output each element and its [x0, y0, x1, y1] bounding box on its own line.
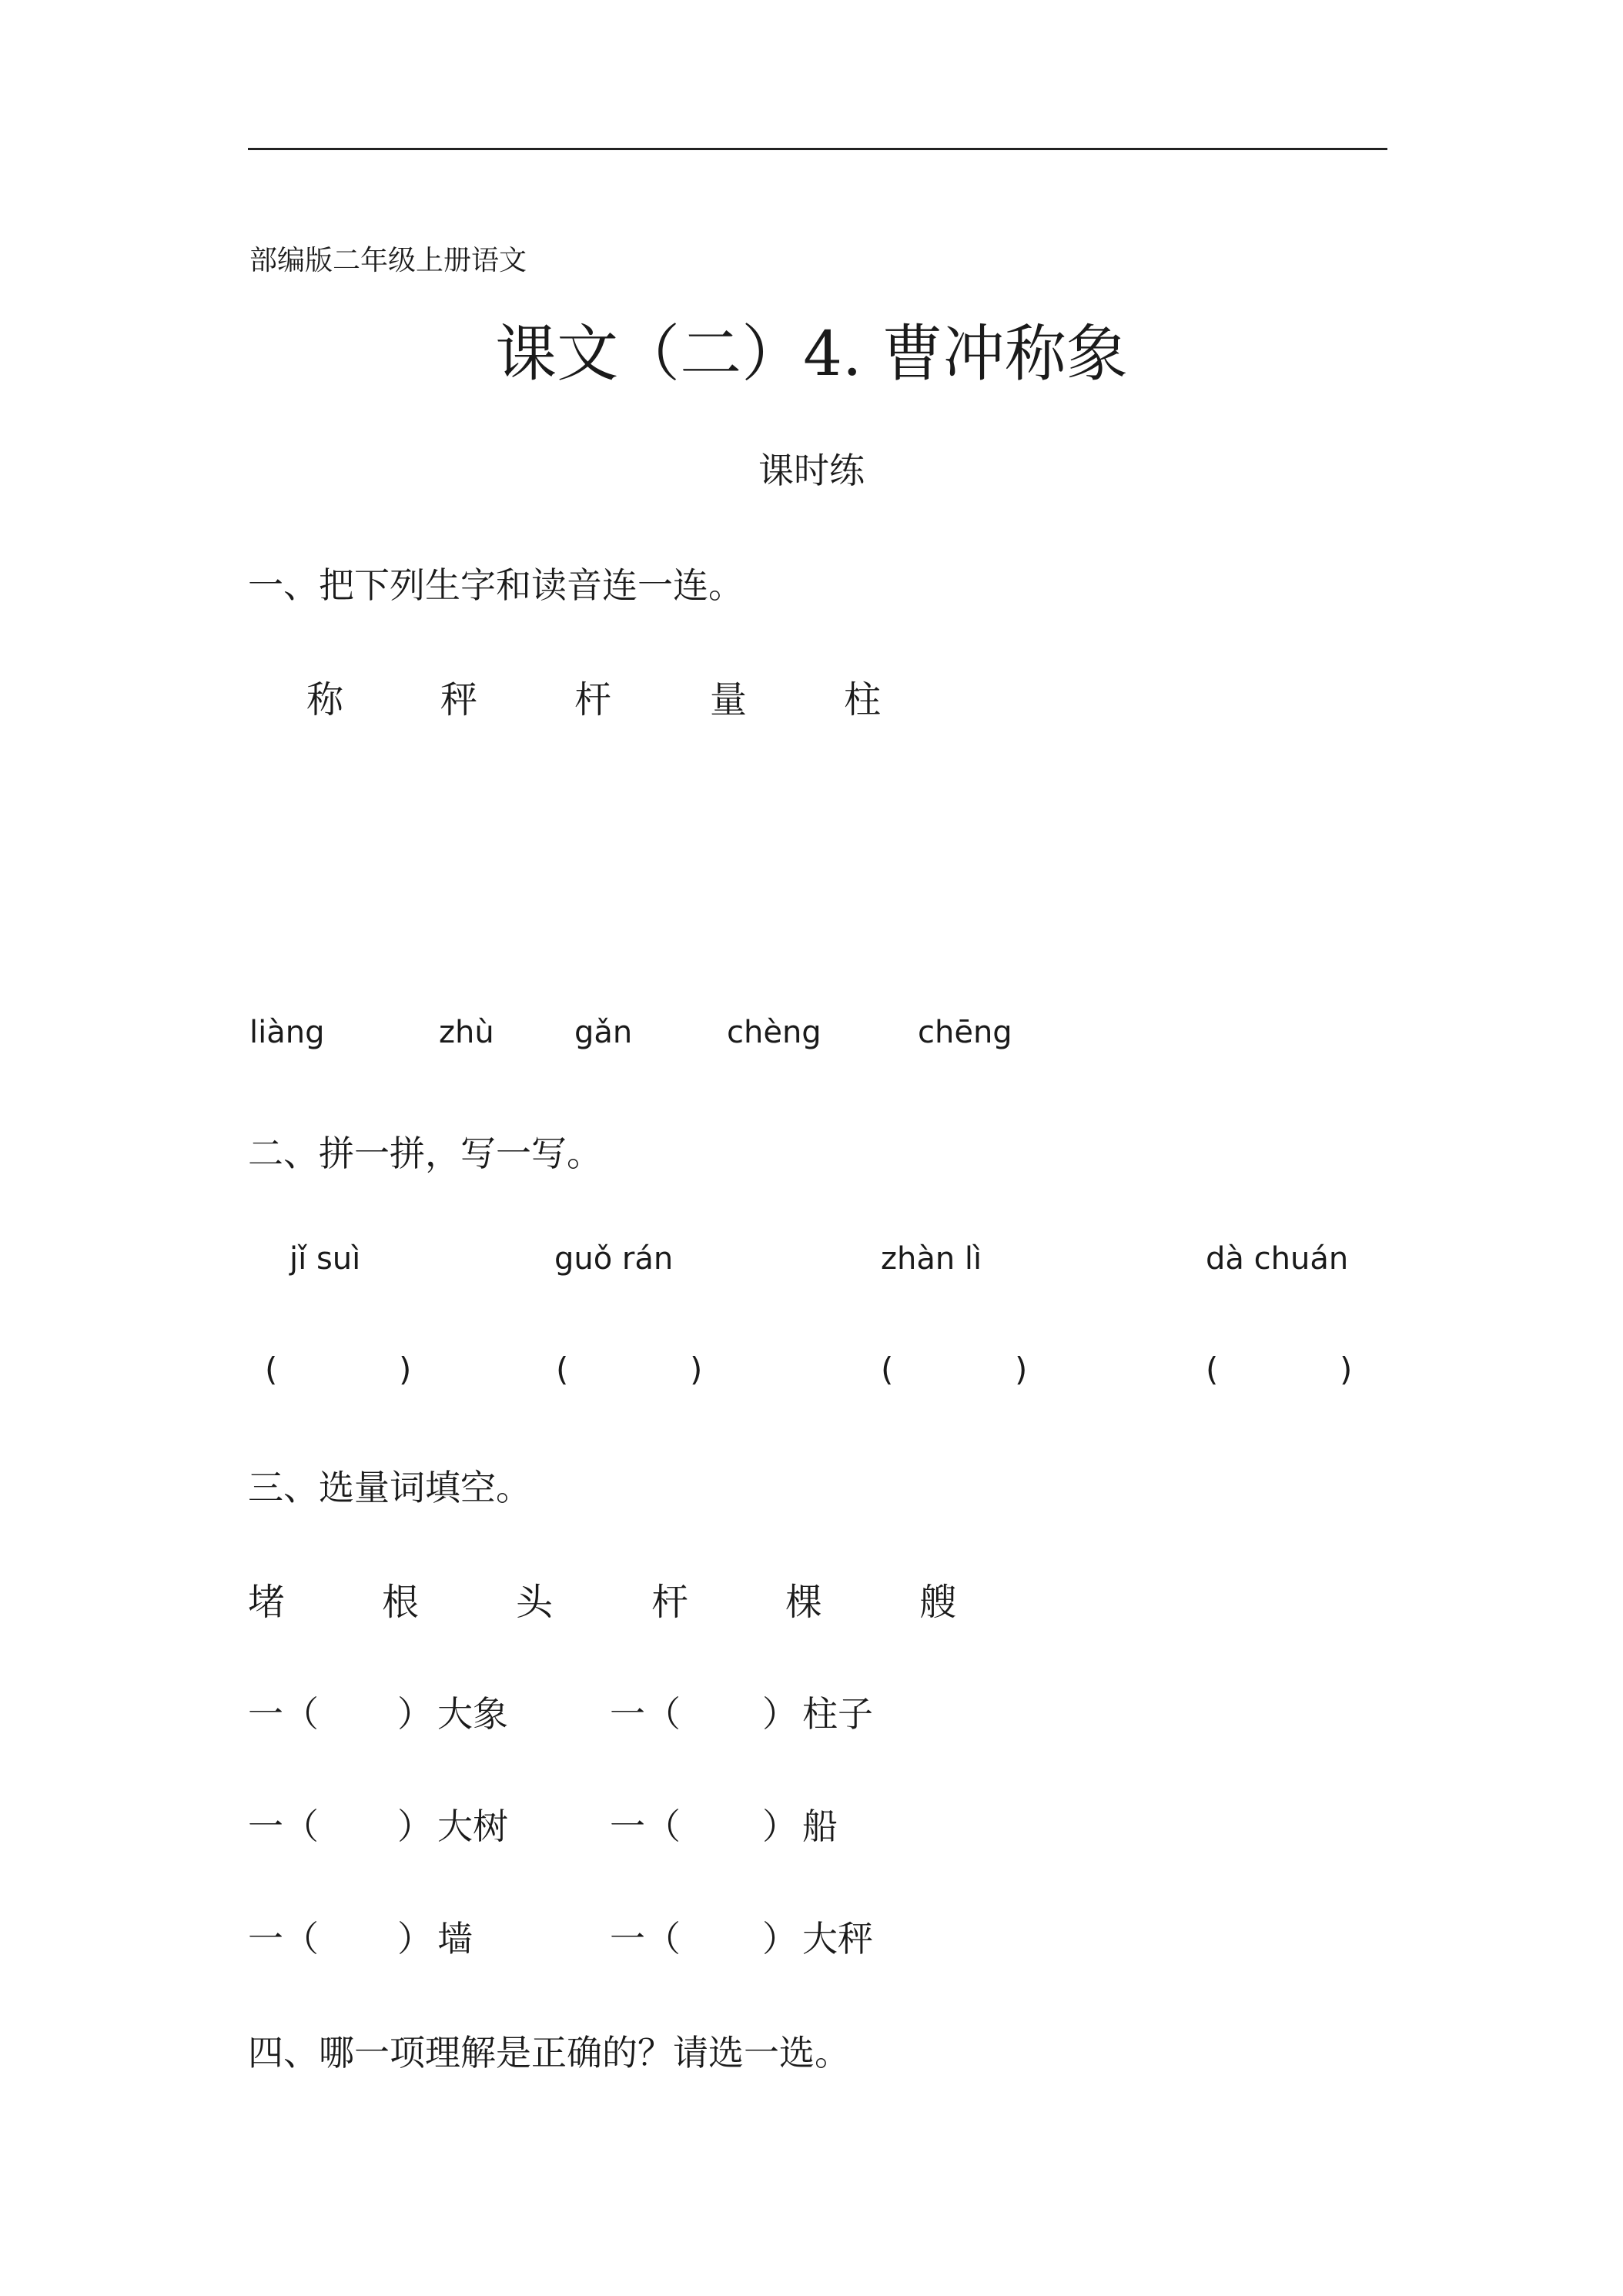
measure-word-6: 艘: [919, 1581, 957, 1624]
page-title: 课文（二）4. 曹冲称象: [495, 318, 1128, 390]
answer-blank-1-close: ): [399, 1350, 412, 1388]
fill-noun: 大树: [437, 1806, 508, 1847]
section-2-heading: 二、拼一拼，写一写。: [248, 1133, 602, 1174]
answer-blank-4-open: (: [1206, 1350, 1219, 1388]
fill-blank-suffix: ）: [397, 1806, 433, 1847]
pinyin-word-2: guǒ rán: [554, 1241, 674, 1277]
fill-blank-prefix: 一（: [610, 1693, 681, 1735]
answer-blank-3-open: (: [881, 1350, 894, 1388]
char-2: 秤: [440, 678, 478, 721]
fill-blank-suffix: ）: [397, 1918, 433, 1960]
fill-noun: 大象: [437, 1693, 508, 1735]
fill-blank-prefix: 一（: [610, 1806, 681, 1847]
pinyin-word-4: dà chuán: [1206, 1241, 1349, 1277]
pinyin-word-1: jǐ suì: [289, 1241, 361, 1277]
fill-blank-suffix: ）: [397, 1693, 433, 1735]
answer-blank-1-open: (: [265, 1350, 278, 1388]
pinyin-5: chēng: [918, 1015, 1012, 1050]
top-rule: [248, 148, 1387, 150]
fill-blank-prefix: 一（: [248, 1918, 319, 1960]
fill-blank-suffix: ）: [762, 1693, 798, 1735]
measure-word-2: 根: [382, 1581, 420, 1624]
measure-word-3: 头: [516, 1581, 554, 1624]
measure-word-5: 棵: [785, 1581, 823, 1624]
measure-word-4: 杆: [651, 1581, 689, 1624]
char-4: 量: [710, 678, 748, 721]
fill-noun: 墙: [437, 1918, 473, 1960]
pinyin-4: chèng: [727, 1015, 822, 1050]
fill-blank-suffix: ）: [762, 1918, 798, 1960]
pinyin-1: liàng: [249, 1015, 325, 1050]
char-5: 柱: [844, 678, 882, 721]
char-3: 杆: [574, 678, 612, 721]
answer-blank-4-close: ): [1340, 1350, 1353, 1388]
answer-blank-3-close: ): [1015, 1350, 1028, 1388]
section-1-heading: 一、把下列生字和读音连一连。: [248, 564, 744, 606]
fill-noun: 船: [802, 1806, 838, 1847]
section-4-heading: 四、哪一项理解是正确的？请选一选。: [248, 2032, 850, 2073]
fill-blank-prefix: 一（: [610, 1918, 681, 1960]
fill-noun: 大秤: [802, 1918, 873, 1960]
measure-word-1: 堵: [248, 1581, 286, 1624]
fill-blank-suffix: ）: [762, 1806, 798, 1847]
page-subtitle: 课时练: [758, 450, 865, 491]
pinyin-3: gǎn: [574, 1015, 633, 1050]
pinyin-word-3: zhàn lì: [881, 1241, 982, 1277]
document-header: 部编版二年级上册语文: [249, 245, 527, 276]
answer-blank-2-close: ): [690, 1350, 703, 1388]
fill-noun: 柱子: [802, 1693, 873, 1735]
fill-blank-prefix: 一（: [248, 1806, 319, 1847]
section-3-heading: 三、选量词填空。: [248, 1467, 531, 1508]
answer-blank-2-open: (: [556, 1350, 569, 1388]
pinyin-2: zhù: [439, 1015, 494, 1050]
fill-blank-prefix: 一（: [248, 1693, 319, 1735]
char-1: 称: [306, 678, 344, 721]
